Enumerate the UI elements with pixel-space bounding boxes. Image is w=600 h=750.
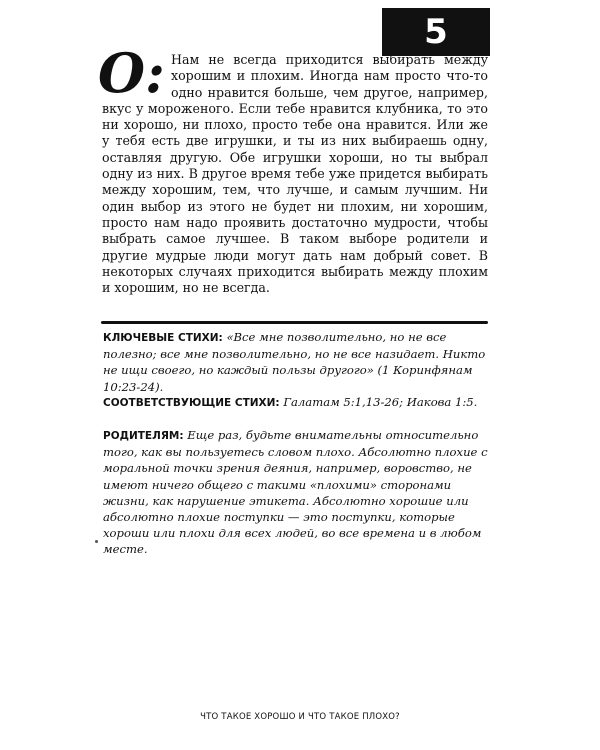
parents-text: Еще раз, будьте внимательны относительно того, как вы пользуетесь словом плохо. Абсолютно плохие с моральной точки зрения деяния, например, воровство, не имеют ничего общего с такими «плохими» сторонами жизни, как нарушение этикета. Абсолютно хорошие или абсолютно плохие поступки — это поступки, которые хороши или плохи для всех людей, во все времена и в любом месте. bbox=[103, 428, 488, 557]
answer-drop-letter: О: bbox=[98, 41, 165, 105]
answer-body: Нам не всегда приходится выбирать между хорошим и плохим. Иногда нам просто что-то одно нравится больше, чем другое, например, вкус у мороженого. Если тебе нравится клубника, то это ни хорошо, ни плохо, просто тебе она нравится. Или же у тебя есть две игрушки, и ты из них выбираешь одну, оставляя другую. Обе игрушки хороши, но ты выбрал одну из них. В другое время тебе уже придется выбирать между хорошим, тем, что лучше, и самым лучшим. Ни один выбор из этого не будет ни плохим, ни хорошим, просто нам надо проявить достаточно мудрости, чтобы выбрать самое лучшее. В таком выборе родители и другие мудрые люди могут дать нам добрый совет. В некоторых случаях приходится выбирать между плохим и хорошим, но не всегда. bbox=[102, 52, 488, 296]
related-verses bbox=[103, 394, 488, 411]
key-verses-label: КЛЮЧЕВЫЕ СТИХИ: bbox=[103, 332, 223, 344]
related-verses-label: СООТВЕТСТВУЮЩИЕ СТИХИ: bbox=[103, 397, 280, 409]
print-speck bbox=[95, 540, 98, 543]
related-verses-text: Галатам 5:1,13-26; Иакова 1:5. bbox=[283, 395, 478, 409]
chapter-number: 5 bbox=[424, 12, 448, 52]
parents-note bbox=[103, 427, 488, 558]
parents-label: РОДИТЕЛЯМ: bbox=[103, 430, 184, 442]
key-verses-text: «Все мне позволительно, но не все полезно; все мне позволительно, но не все назидает. Никто не ищи своего, но каждый пользы другого» (1 Коринфянам 10:23-24). bbox=[103, 330, 486, 394]
section-divider bbox=[101, 321, 488, 324]
answer-paragraph bbox=[98, 41, 488, 296]
chapter-number-badge bbox=[382, 8, 490, 56]
running-footer: ЧТО ТАКОЕ ХОРОШО И ЧТО ТАКОЕ ПЛОХО? bbox=[200, 712, 400, 722]
key-verses bbox=[103, 329, 488, 395]
